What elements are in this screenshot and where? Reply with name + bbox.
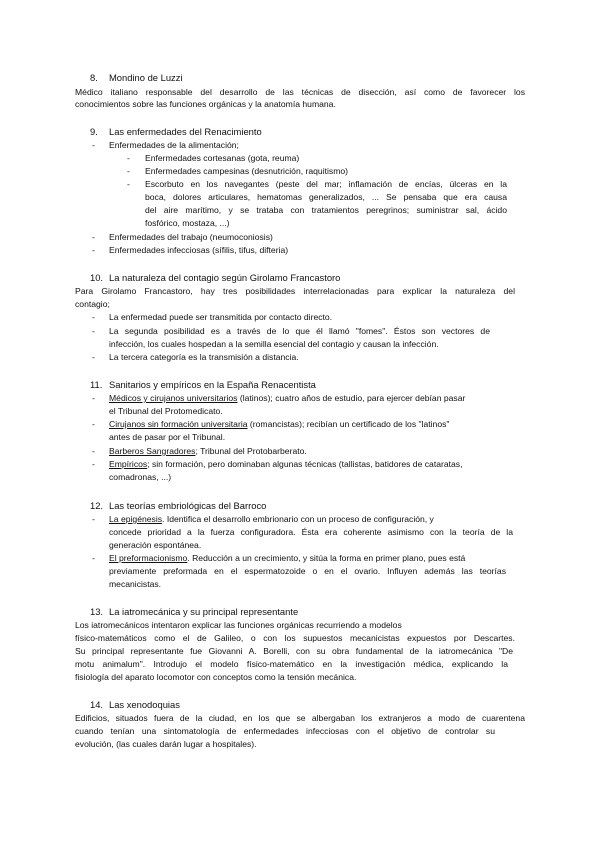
bullet-dash: -	[92, 312, 95, 322]
list-item-text: boca, dolores articulares, hematomas generalizados, ... Se pensaba que era causa	[145, 192, 507, 202]
bullet-dash: -	[92, 553, 95, 563]
bullet-dash: -	[127, 179, 130, 189]
bullet-dash: -	[92, 419, 95, 429]
list-item-text: . Reducción a un crecimiento, y sitúa la forma en primer plano, pues está	[187, 553, 466, 563]
list-item-text: ; Tribunal del Protobarberato.	[195, 446, 307, 456]
list-item-text: concede prioridad a la fuerza configuradora. Ésta era coherente asimismo con la teoría de la	[109, 527, 513, 537]
list-item-text: generación espontánea.	[109, 540, 202, 550]
section-number: 12.	[90, 500, 104, 511]
paragraph-line: evolución, (las cuales darán lugar a hospitales).	[75, 739, 257, 749]
section-title: Sanitarios y empíricos en la España Renacentista	[109, 379, 316, 390]
list-item-text: Enfermedades campesinas (desnutrición, raquitismo)	[145, 166, 349, 176]
section-number: 10.	[90, 272, 104, 283]
section-number: 11.	[90, 379, 103, 390]
section-number: 8.	[90, 72, 98, 83]
list-item-text: Enfermedades del trabajo (neumoconiosis)	[109, 232, 273, 242]
list-item-text: Enfermedades infecciosas (sífilis, tifus, difteria)	[109, 245, 289, 255]
section-number: 14.	[90, 699, 104, 710]
paragraph-line: físico-matemáticos como el de Galileo, o con los supuestos mecanicistas expuestos por Descartes.	[75, 633, 515, 643]
list-item-text: comadronas, ...)	[109, 472, 172, 482]
underlined-term: Barberos Sangradores	[109, 446, 196, 456]
bullet-dash: -	[92, 140, 95, 150]
bullet-dash: -	[92, 232, 95, 242]
section-title: La iatromecánica y su principal representante	[109, 606, 299, 617]
list-item-text: ; sin formación, pero dominaban algunas técnicas (tallistas, batidores de cataratas,	[147, 459, 463, 469]
section-title: La naturaleza del contagio según Girolamo Francastoro	[109, 272, 341, 283]
bullet-dash: -	[92, 326, 95, 336]
list-item-text: (latinos); cuatro años de estudio, para ejercer debían pasar	[237, 393, 466, 403]
bullet-dash: -	[92, 459, 95, 469]
paragraph-line: Edificios, situados fuera de la ciudad, en los que se albergaban los extranjeros a modo de cuarentena	[75, 713, 525, 723]
list-item-text: previamente preformada en el espermatozoide o en el ovario. Influyen además las teorías	[109, 566, 506, 576]
list-item-text: (romancistas); recibían un certificado de los "latinos"	[247, 419, 450, 429]
list-item-text: . Identifica el desarrollo embrionario con un proceso de configuración, y	[162, 514, 434, 524]
paragraph-line: cuando tenían una sintomatología de enfermedades infecciosas con el objetivo de controlar su	[75, 726, 495, 736]
section-title: Las enfermedades del Renacimiento	[109, 126, 262, 137]
list-item-text: Enfermedades de la alimentación;	[109, 140, 239, 150]
paragraph-line: conocimientos sobre las funciones orgánicas y la anatomía humana.	[75, 99, 336, 109]
bullet-dash: -	[92, 446, 95, 456]
bullet-dash: -	[127, 166, 130, 176]
list-item-text: Enfermedades cortesanas (gota, reuma)	[145, 153, 300, 163]
bullet-dash: -	[92, 245, 95, 255]
bullet-dash: -	[127, 153, 130, 163]
bullet-dash: -	[92, 393, 95, 403]
paragraph-line: Médico italiano responsable del desarrollo de las técnicas de disección, así como de favorecer los	[75, 87, 525, 97]
paragraph-line: fisiología del aparato locomotor con conceptos como la tensión mecánica.	[75, 672, 357, 682]
paragraph-line: Para Girolamo Francastoro, hay tres posibilidades interrelacionadas para explicar la naturaleza del	[75, 286, 515, 296]
list-item-text: La segunda posibilidad es a través de lo que él llamó "fomes". Éstos son vectores de	[109, 326, 490, 336]
list-item-text: La enfermedad puede ser transmitida por contacto directo.	[109, 312, 333, 322]
section-title: Mondino de Luzzi	[109, 72, 183, 83]
section-number: 9.	[90, 126, 98, 137]
underlined-term: Empíricos	[109, 459, 148, 469]
list-item-text: mecanicistas.	[109, 579, 162, 589]
list-item-text: infección, los cuales hospedan a la semilla esencial del contagio y causan la infección.	[109, 339, 439, 349]
paragraph-line: motu animalum". Introdujo el modelo físico-matemático en la investigación médica, explicando la	[75, 659, 508, 669]
paragraph-line: Su principal representante fue Giovanni A. Borelli, con su obra fundamental de la iatromecánica "De	[75, 646, 513, 656]
bullet-dash: -	[92, 352, 95, 362]
section-title: Las xenodoquias	[109, 699, 180, 710]
list-item-text: antes de pasar por el Tribunal.	[109, 432, 226, 442]
underlined-term: Médicos y cirujanos universitarios	[109, 393, 238, 403]
section-number: 13.	[90, 606, 104, 617]
list-item-text: La tercera categoría es la transmisión a distancia.	[109, 352, 299, 362]
list-item-text: el Tribunal del Protomedicato.	[109, 406, 223, 416]
paragraph-line: contagio;	[75, 299, 110, 309]
list-item-text: del aire marítimo, y se trataba con tratamientos peregrinos; suministrar sal, ácido	[145, 205, 507, 215]
underlined-term: La epigénesis	[109, 514, 163, 524]
paragraph-line: Los iatromecánicos intentaron explicar las funciones orgánicas recurriendo a modelos	[75, 620, 402, 630]
underlined-term: El preformacionismo	[109, 553, 188, 563]
section-title: Las teorías embriológicas del Barroco	[109, 500, 267, 511]
list-item-text: fosfórico, mostaza, ...)	[145, 218, 230, 228]
underlined-term: Cirujanos sin formación universitaria	[109, 419, 248, 429]
bullet-dash: -	[92, 514, 95, 524]
list-item-text: Escorbuto en los navegantes (peste del mar; inflamación de encías, úlceras en la	[145, 179, 507, 189]
